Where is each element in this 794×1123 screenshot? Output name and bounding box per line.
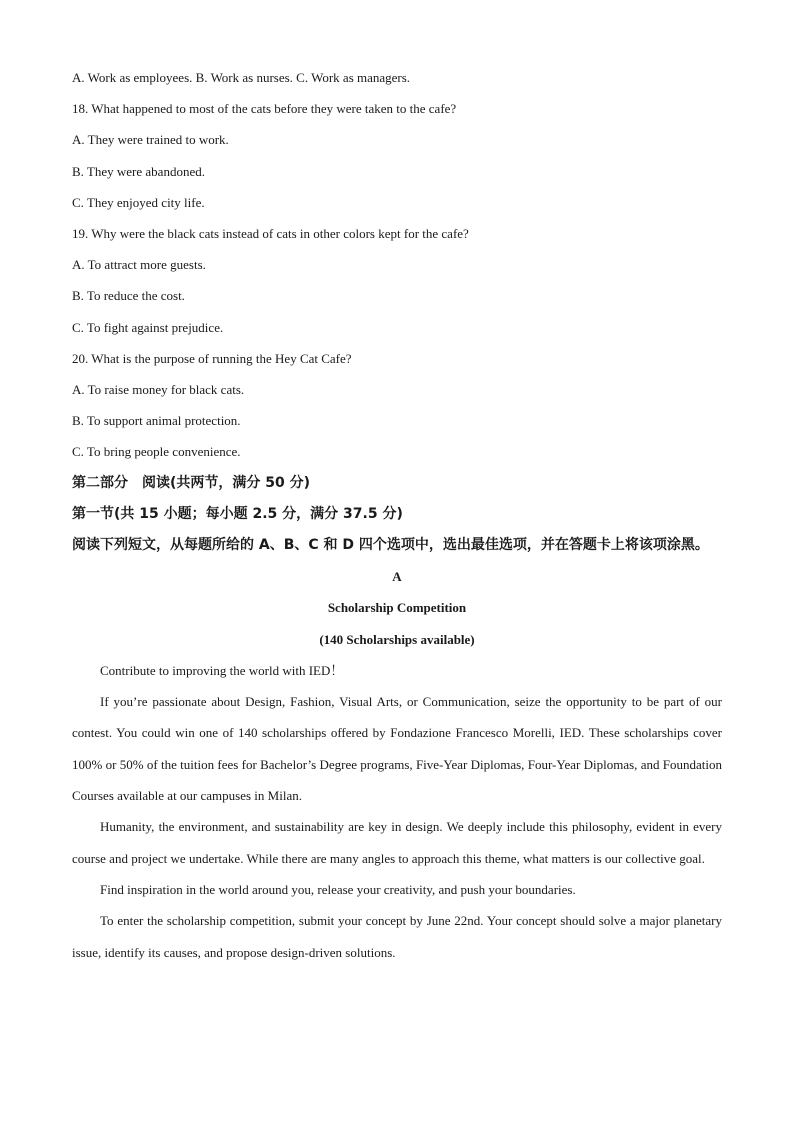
paragraph-inspiration: Find inspiration in the world around you, release your creativity, and push your boundaries. xyxy=(100,881,576,897)
q20-question: 20. What is the purpose of running the Hey Cat Cafe? xyxy=(72,350,352,366)
q19-option-b: B. To reduce the cost. xyxy=(72,288,185,304)
part-heading: 第二部分 阅读(共两节，满分 50 分) xyxy=(72,474,311,491)
reading-instructions: 阅读下列短文，从每题所给的 A、B、C 和 D 四个选项中，选出最佳选项，并在答题卡上将该项涂黑。 xyxy=(72,537,709,554)
q20-option-a: A. To raise money for black cats. xyxy=(72,382,245,398)
q19-option-a: A. To attract more guests. xyxy=(72,257,206,273)
q17-options: A. Work as employees. B. Work as nurses. C. Work as managers. xyxy=(72,70,411,85)
q20-option-b: B. To support animal protection. xyxy=(72,413,241,429)
q18-option-c: C. They enjoyed city life. xyxy=(72,194,205,210)
q19-option-c: C. To fight against prejudice. xyxy=(72,319,224,335)
q19-question: 19. Why were the black cats instead of cats in other colors kept for the cafe? xyxy=(72,226,469,242)
q18-question: 18. What happened to most of the cats before they were taken to the cafe? xyxy=(72,101,457,117)
passage-subtitle: (140 Scholarships available) xyxy=(319,631,475,647)
exam-page xyxy=(72,62,722,968)
section-heading: 第一节(共 15 小题；每小题 2.5 分，满分 37.5 分) xyxy=(72,505,403,522)
passage-title: Scholarship Competition xyxy=(327,600,467,616)
paragraph-intro: Contribute to improving the world with IED！ xyxy=(100,662,344,678)
q18-option-a: A. They were trained to work. xyxy=(72,132,229,148)
passage-letter: A xyxy=(392,569,402,585)
q20-option-c: C. To bring people convenience. xyxy=(72,444,241,460)
paragraph-entry: To enter the scholarship competition, submit your concept by June 22nd. Your concept should solve a major planetary issue, identify its causes, and propose design-driven solutions. xyxy=(72,913,722,960)
q18-option-b: B. They were abandoned. xyxy=(72,163,205,179)
paragraph-philosophy: Humanity, the environment, and sustainability are key in design. We deeply include this philosophy, evident in every course and project we undertake. While there are many angles to approach this theme, what matters is our collective goal. xyxy=(72,819,722,866)
paragraph-contest: If you’re passionate about Design, Fashion, Visual Arts, or Communication, seize the opportunity to be part of our contest. You could win one of 140 scholarships offered by Fondazione Francesco Morelli, IED. These scholarships cover 100% or 50% of the tuition fees for Bachelor’s Degree programs, Five-Year Diplomas, Four-Year Diplomas, and Foundation Courses available at our campuses in Milan. xyxy=(72,694,722,804)
